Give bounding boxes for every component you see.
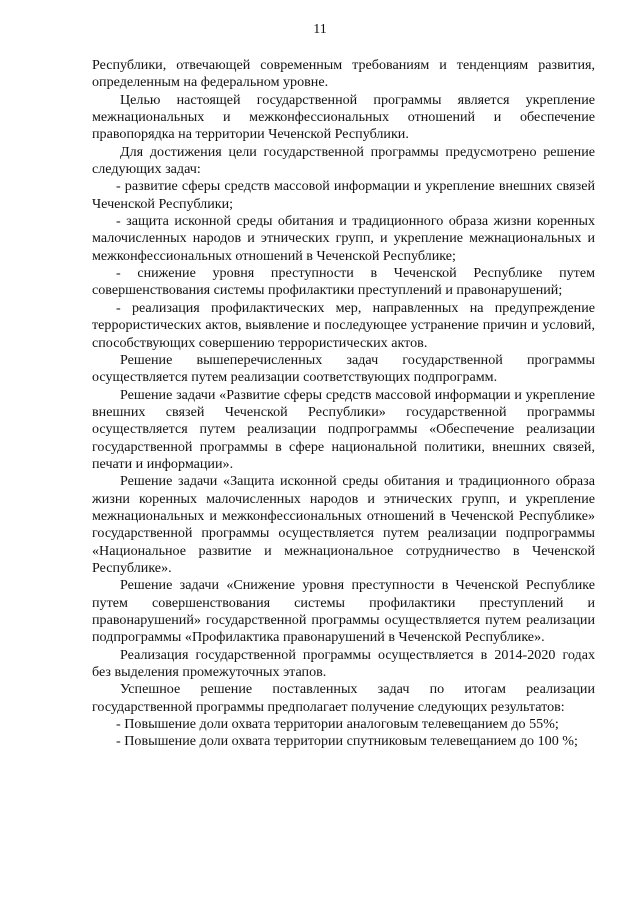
paragraph: Целью настоящей государственной программы является укрепление межнациональных и межконфессиональных отношений и обеспечение правопорядка на территории Чеченской Республики. [92,91,595,143]
list-item: - развитие сферы средств массовой информации и укрепление внешних связей Чеченской Республики; [92,178,595,212]
paragraph: Решение задачи «Развитие сферы средств массовой информации и укрепление внешних связей Чеченской Республики» государственной программы осуществляется путем реализации подпрограммы «Обеспечение реализации государственной программы в сфере национальной политики, внешних связей, печати и информации». [92,386,595,472]
list-item: - Повышение доли охвата территории аналоговым телевещанием до 55%; [116,716,559,733]
list-item: - Повышение доли охвата территории спутниковым телевещанием до 100 %; [116,733,578,750]
paragraph: Для достижения цели государственной программы предусмотрено решение следующих задач: [92,143,595,178]
body-text [92,57,595,751]
page-number: 11 [313,22,327,37]
paragraph: Решение задачи «Защита исконной среды обитания и традиционного образа жизни коренных малочисленных народов и этнических групп, и укрепление межнациональных и межконфессиональных отношений в Чеченской Республике» государственной программы осуществляется путем реализации подпрограммы «Национальное развитие и межнациональное сотрудничество в Чеченской Республике». [92,473,595,576]
paragraph: Республики, отвечающей современным требованиям и тенденциям развития, определенным на федеральном уровне. [92,57,595,91]
list-item: - снижение уровня преступности в Чеченской Республике путем совершенствования системы профилактики преступлений и правонарушений; [92,265,595,299]
list-item: - защита исконной среды обитания и традиционного образа жизни коренных малочисленных народов и этнических групп, и укрепление межнациональных и межконфессиональных отношений в Чеченской Республике; [92,213,595,264]
paragraph: Реализация государственной программы осуществляется в 2014-2020 годах без выделения промежуточных этапов. [92,646,595,681]
paragraph: Решение вышеперечисленных задач государственной программы осуществляется путем реализации соответствующих подпрограмм. [92,351,595,386]
paragraph: Успешное решение поставленных задач по итогам реализации государственной программы предполагает получение следующих результатов: [92,681,595,715]
paragraph: Решение задачи «Снижение уровня преступности в Чеченской Республике путем совершенствования системы профилактики преступлений и правонарушений» государственной программы осуществляется путем реализации подпрограммы «Профилактика правонарушений в Чеченской Республике». [92,577,595,646]
list-item: - реализация профилактических мер, направленных на предупреждение террористических актов, выявление и последующее устранение причин и условий, способствующих совершению террористических актов. [92,299,595,351]
